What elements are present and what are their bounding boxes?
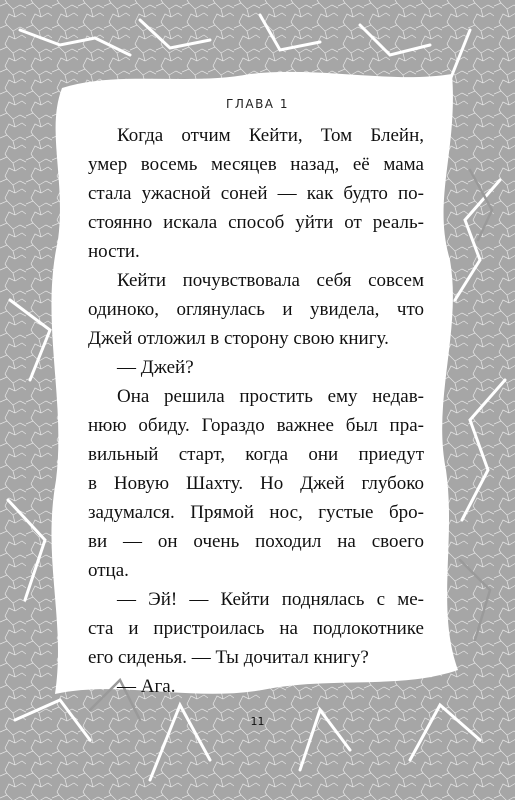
body-text [88, 121, 424, 701]
text-line: ви — он очень походил на своего [88, 531, 424, 552]
text-line: стоянно искала способ уйти от реаль- [88, 212, 424, 233]
page-number: 11 [250, 715, 265, 728]
text-line: задумался. Прямой нос, густые бро- [88, 502, 424, 523]
text-line: в Новую Шахту. Но Джей глубоко [88, 473, 424, 494]
text-line: отца. [88, 560, 129, 581]
text-line: — Ага. [117, 676, 176, 697]
text-line: одиноко, оглянулась и увидела, что [88, 299, 424, 320]
text-line: — Джей? [117, 357, 194, 378]
chapter-heading: ГЛАВА 1 [226, 97, 289, 111]
text-line: Она решила простить ему недав- [117, 386, 424, 407]
text-line: вильный старт, когда они приедут [88, 444, 424, 465]
text-line: его сиденья. — Ты дочитал книгу? [88, 647, 369, 668]
text-line: нюю обиду. Гораздо важнее был пра- [88, 415, 424, 436]
text-line: стала ужасной соней — как будто по- [88, 183, 424, 204]
text-line: Джей отложил в сторону свою книгу. [88, 328, 389, 349]
text-line: ста и пристроилась на подлокотнике [88, 618, 424, 639]
text-line: Кейти почувствовала себя совсем [117, 270, 424, 291]
text-line: ности. [88, 241, 140, 262]
text-line: Когда отчим Кейти, Том Блейн, [117, 125, 424, 146]
text-line: — Эй! — Кейти поднялась с ме- [117, 589, 424, 610]
text-line: умер восемь месяцев назад, её мама [88, 154, 424, 175]
